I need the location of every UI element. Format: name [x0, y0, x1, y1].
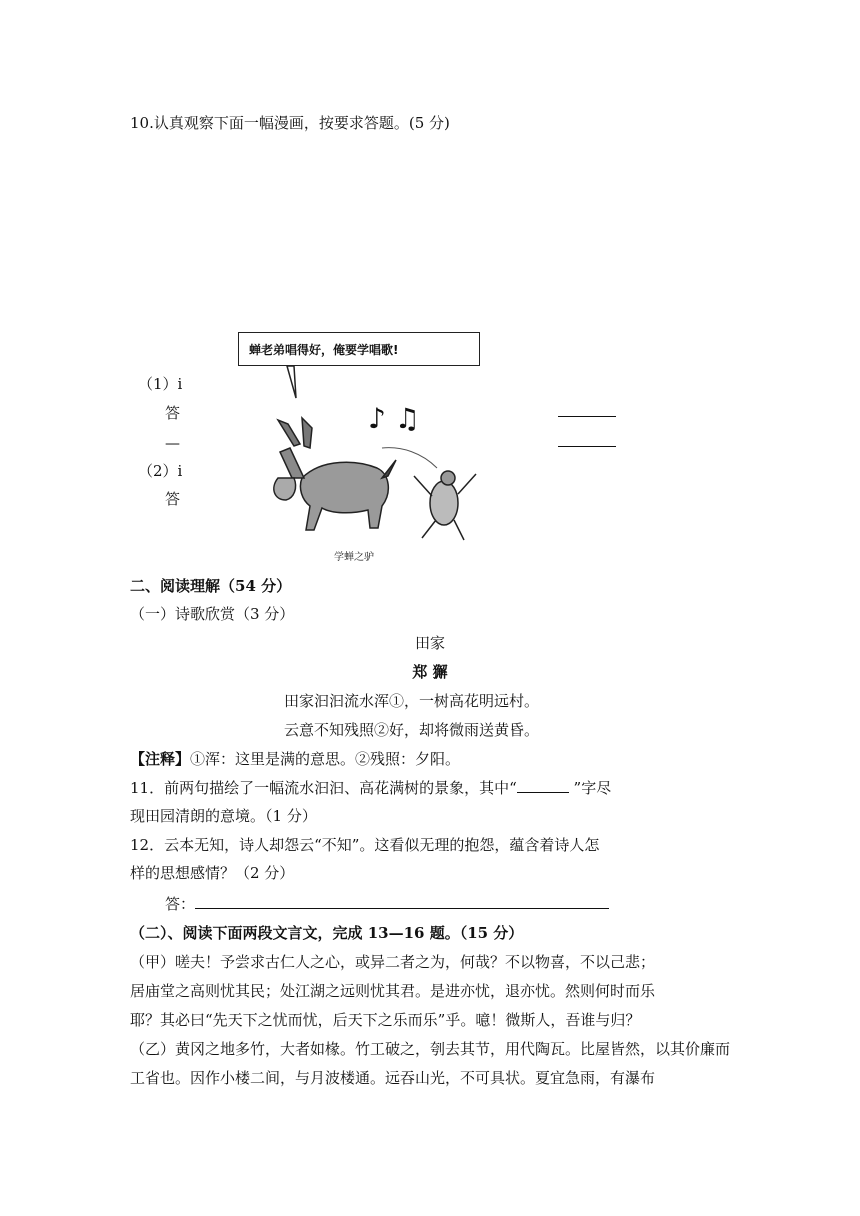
poem-line-2: 云意不知残照②好，却将微雨送黄昏。 [284, 721, 540, 739]
q10-sub1-prefix: （1）i [138, 375, 183, 393]
cicada-icon [414, 471, 476, 540]
poem-note [130, 748, 460, 769]
q11-text-b: ”字尽 [568, 779, 612, 797]
note-text: ①浑：这里是满的意思。②残照：夕阳。 [190, 750, 461, 768]
part-2-title: （二）、阅读下面两段文言文，完成 13—16 题。（15 分） [130, 924, 524, 942]
question-11 [130, 777, 611, 798]
passage-yi-line-1: （乙）黄冈之地多竹，大者如椽。竹工破之，刳去其节，用代陶瓦。比屋皆然，以其价廉而 [130, 1040, 731, 1058]
speech-bubble: 蝉老弟唱得好，俺要学唱歌! [238, 332, 480, 366]
passage-jia-line-2: 居庙堂之高则忧其民；处江湖之远则忧其君。是进亦忧，退亦忧。然则何时而乐 [130, 982, 656, 1000]
poem-author: 郑 獬 [412, 663, 448, 681]
part-1-title: （一）诗歌欣赏（3 分） [130, 605, 295, 623]
question-11-cont: 现田园清朗的意境。（1 分） [130, 807, 317, 825]
passage-jia-line-3: 耶？其必曰“先天下之忧而忧，后天下之乐而乐”乎。噫！微斯人，吾谁与归？ [130, 1011, 641, 1029]
q11-text-a: 11．前两句描绘了一幅流水汩汩、高花满树的景象，其中“ [130, 779, 517, 797]
q10-answer2-prefix: 答 [165, 490, 181, 508]
cartoon-caption: 学蝉之驴 [334, 552, 374, 563]
motion-lines [382, 448, 437, 468]
poem-title: 田家 [414, 634, 445, 652]
question-12-cont: 样的思想感情？（2 分） [130, 864, 295, 882]
passage-yi-line-2: 工省也。因作小楼二间，与月波楼通。远吞山光，不可具状。夏宜急雨，有瀑布 [130, 1069, 656, 1087]
music-notes: ♪ ♫ [368, 402, 420, 435]
poem-line-1: 田家汩汩流水浑①，一树高花明远村。 [284, 692, 540, 710]
question-12-answer [165, 893, 609, 914]
cartoon-drawing [182, 328, 512, 568]
cartoon-illustration [182, 328, 512, 568]
speech-bubble-tail [287, 366, 296, 398]
question-10-stem: 10.认真观察下面一幅漫画，按要求答题。(5 分) [130, 114, 450, 132]
answer-line-1 [558, 416, 616, 417]
passage-jia-line-1: （甲）嗟夫！予尝求古仁人之心，或异二者之为，何哉？不以物喜，不以己悲； [130, 953, 656, 971]
q10-sub2-prefix: （2）i [138, 462, 183, 480]
q11-blank[interactable] [517, 778, 569, 793]
q10-dash: — [165, 434, 180, 452]
q12-answer-line[interactable] [195, 894, 609, 909]
question-12: 12．云本无知，诗人却怨云“不知”。这看似无理的抱怨，蕴含着诗人怎 [130, 836, 600, 854]
q12-answer-label: 答： [165, 895, 196, 913]
answer-line-2 [558, 446, 616, 447]
section-2-title: 二、阅读理解（54 分） [130, 577, 292, 595]
q10-answer1-prefix: 答 [165, 404, 181, 422]
note-label: 【注释】 [130, 750, 191, 768]
